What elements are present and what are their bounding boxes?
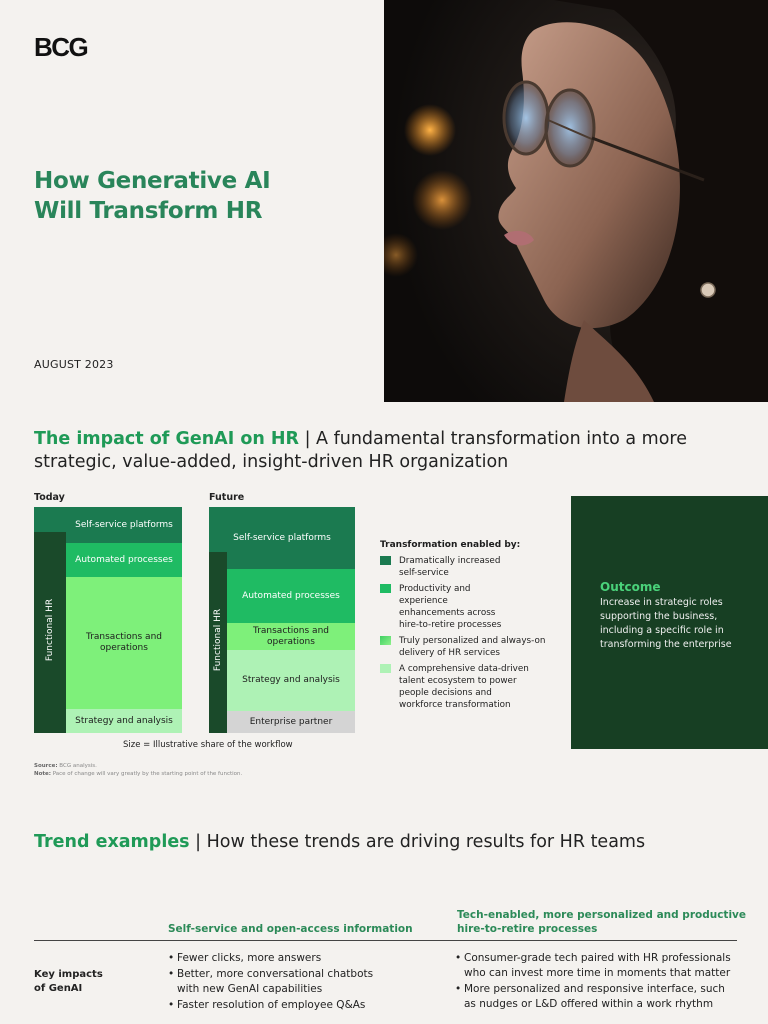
row-label-line-1: Key impacts bbox=[34, 969, 103, 980]
today-functional-hr-label: Functional HR bbox=[45, 598, 55, 662]
bokeh-light bbox=[404, 104, 456, 156]
legend-item bbox=[380, 583, 570, 631]
source-label: Source: bbox=[34, 763, 58, 769]
legend-text: Dramatically increased self-service bbox=[399, 556, 501, 578]
legend-swatch bbox=[380, 664, 391, 673]
bullet-item: • Better, more conversational chatbots with new GenAI capabilities bbox=[168, 967, 378, 997]
today-transactions-block: Transactions and operations bbox=[66, 577, 182, 709]
note-text: Pace of change will vary greatly by the starting point of the function. bbox=[50, 771, 243, 777]
table-header-tech-enabled: Tech-enabled, more personalized and productive hire-to-retire processes bbox=[457, 909, 747, 935]
bokeh-light bbox=[384, 233, 418, 277]
bullet-item: • More personalized and responsive interface, such as nudges or L&D offered within a work rhythm bbox=[455, 982, 740, 1012]
table-header-self-service: Self-service and open-access information bbox=[168, 923, 413, 935]
table-divider bbox=[34, 940, 737, 941]
note-label: Note: bbox=[34, 771, 51, 777]
future-enterprise-block: Enterprise partner bbox=[227, 711, 355, 733]
outcome-title: Outcome bbox=[600, 580, 661, 594]
impact-heading-accent: The impact of GenAI on HR bbox=[34, 429, 300, 449]
bullet-item: • Consumer-grade tech paired with HR professionals who can invest more time in moments that matter bbox=[455, 951, 740, 981]
report-title bbox=[34, 166, 270, 226]
glasses-lens-right bbox=[546, 90, 594, 166]
legend-text: Productivity and experience enhancements across hire-to-retire processes bbox=[399, 584, 502, 630]
outcome-text: Increase in strategic roles supporting the business, including a specific role in transforming the enterprise bbox=[600, 597, 732, 650]
earring bbox=[701, 283, 715, 297]
outcome-box bbox=[571, 496, 768, 749]
source-text: BCG analysis. bbox=[57, 763, 97, 769]
legend-swatch bbox=[380, 556, 391, 565]
legend-item bbox=[380, 555, 570, 579]
today-strategy-block: Strategy and analysis bbox=[66, 709, 182, 733]
legend-text: Truly personalized and always-on delivery of HR services bbox=[399, 636, 546, 658]
legend-item bbox=[380, 663, 570, 711]
legend-title: Transformation enabled by: bbox=[380, 540, 521, 550]
legend-text: A comprehensive data-driven talent ecosystem to power people decisions and workforce transformation bbox=[399, 664, 529, 710]
today-automated-block: Automated processes bbox=[66, 543, 182, 577]
transformation-legend bbox=[380, 540, 570, 715]
future-transactions-block: Transactions and operations bbox=[227, 623, 355, 650]
bcg-logo: BCG bbox=[34, 32, 88, 62]
today-self-service-block: Self-service platforms bbox=[66, 507, 182, 543]
size-note: Size = Illustrative share of the workflow bbox=[123, 740, 293, 750]
row-label-line-2: of GenAI bbox=[34, 983, 83, 994]
future-self-service-block: Self-service platforms bbox=[209, 507, 355, 569]
legend-swatch bbox=[380, 636, 391, 645]
tech-enabled-bullets bbox=[455, 951, 740, 1013]
row-label-key-impacts bbox=[34, 968, 103, 996]
title-line-2: Will Transform HR bbox=[34, 198, 263, 224]
face-shape bbox=[498, 22, 680, 328]
future-functional-hr-label: Functional HR bbox=[213, 608, 223, 672]
trend-heading-rest: | How these trends are driving results for HR teams bbox=[189, 832, 646, 852]
source-note bbox=[34, 763, 97, 769]
future-strategy-block: Strategy and analysis bbox=[227, 650, 355, 711]
glasses-lens-left bbox=[504, 82, 548, 154]
self-service-bullets bbox=[168, 951, 378, 1014]
legend-swatch bbox=[380, 584, 391, 593]
future-label: Future bbox=[209, 492, 245, 503]
cover-photo-illustration bbox=[384, 0, 768, 402]
future-automated-block: Automated processes bbox=[227, 569, 355, 623]
today-label: Today bbox=[34, 492, 65, 503]
footnote bbox=[34, 771, 242, 777]
bokeh-light bbox=[412, 170, 472, 230]
trend-heading bbox=[34, 831, 734, 854]
trend-heading-accent: Trend examples bbox=[34, 832, 190, 852]
impact-heading-rest: | A fundamental transformation into a more strategic, value-added, insight-driven HR organization bbox=[34, 429, 687, 472]
legend-item bbox=[380, 635, 570, 659]
bullet-item: • Fewer clicks, more answers bbox=[168, 951, 378, 966]
impact-heading bbox=[34, 428, 714, 474]
report-date: AUGUST 2023 bbox=[34, 358, 114, 371]
title-line-1: How Generative AI bbox=[34, 168, 271, 194]
bullet-item: • Faster resolution of employee Q&As bbox=[168, 998, 378, 1013]
cover-photo bbox=[384, 0, 768, 402]
